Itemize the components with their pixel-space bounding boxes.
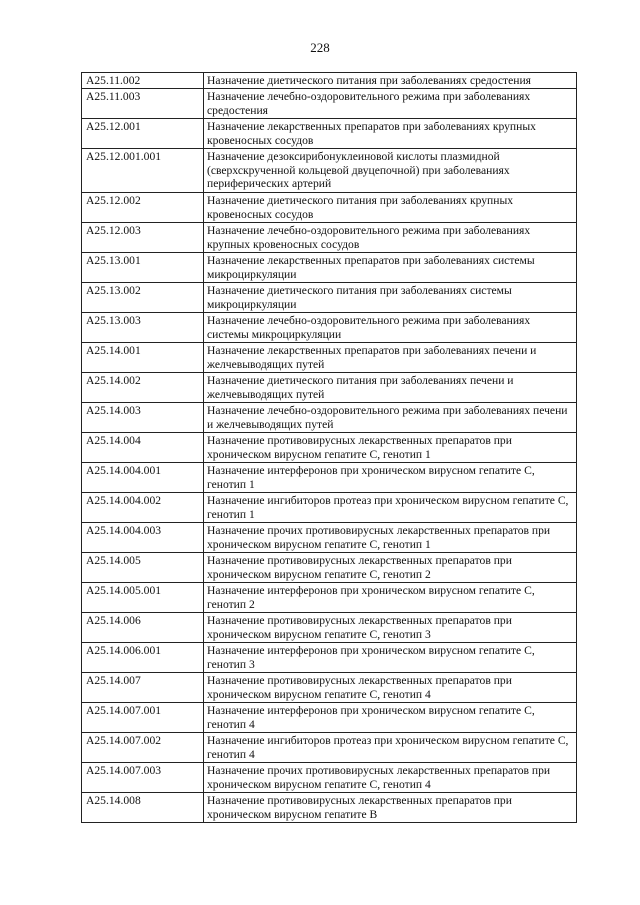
table-row — [82, 313, 577, 343]
table-row — [82, 643, 577, 673]
table-row — [82, 373, 577, 403]
service-code: A25.14.007.002 — [82, 733, 204, 763]
table-row — [82, 733, 577, 763]
table-row — [82, 613, 577, 643]
service-description: Назначение интерферонов при хроническом вирусном гепатите С, генотип 2 — [204, 583, 577, 613]
table-row — [82, 89, 577, 119]
service-code: A25.12.002 — [82, 193, 204, 223]
table-row — [82, 763, 577, 793]
service-description: Назначение прочих противовирусных лекарственных препаратов при хроническом вирусном гепатите С, генотип 4 — [204, 763, 577, 793]
service-code: A25.14.004.002 — [82, 493, 204, 523]
service-code: A25.14.003 — [82, 403, 204, 433]
service-description: Назначение интерферонов при хроническом вирусном гепатите С, генотип 1 — [204, 463, 577, 493]
service-code: A25.14.006.001 — [82, 643, 204, 673]
service-description: Назначение интерферонов при хроническом вирусном гепатите С, генотип 4 — [204, 703, 577, 733]
service-code: A25.14.002 — [82, 373, 204, 403]
service-code: A25.14.007 — [82, 673, 204, 703]
service-description: Назначение противовирусных лекарственных препаратов при хроническом вирусном гепатите С, генотип 1 — [204, 433, 577, 463]
service-description: Назначение диетического питания при заболеваниях системы микроциркуляции — [204, 283, 577, 313]
table-row — [82, 433, 577, 463]
page-number: 228 — [310, 40, 330, 55]
service-description: Назначение противовирусных лекарственных препаратов при хроническом вирусном гепатите В — [204, 793, 577, 823]
service-code: A25.14.004.001 — [82, 463, 204, 493]
table-row — [82, 253, 577, 283]
table-row — [82, 343, 577, 373]
service-code: A25.14.004.003 — [82, 523, 204, 553]
table-row — [82, 793, 577, 823]
service-code: A25.12.001.001 — [82, 149, 204, 193]
service-description: Назначение лекарственных препаратов при заболеваниях крупных кровеносных сосудов — [204, 119, 577, 149]
service-description: Назначение лечебно-оздоровительного режима при заболеваниях средостения — [204, 89, 577, 119]
service-description: Назначение лекарственных препаратов при заболеваниях печени и желчевыводящих путей — [204, 343, 577, 373]
service-code: A25.12.003 — [82, 223, 204, 253]
service-description: Назначение лечебно-оздоровительного режима при заболеваниях крупных кровеносных сосудов — [204, 223, 577, 253]
table-row — [82, 119, 577, 149]
service-code: A25.14.005 — [82, 553, 204, 583]
table-row — [82, 463, 577, 493]
service-description: Назначение диетического питания при заболеваниях средостения — [204, 73, 577, 89]
services-table — [81, 72, 577, 823]
table-row — [82, 523, 577, 553]
table-row — [82, 193, 577, 223]
service-description: Назначение дезоксирибонуклеиновой кислоты плазмидной (сверхскрученной кольцевой двуцепочной) при заболеваниях периферических артерий — [204, 149, 577, 193]
service-description: Назначение лечебно-оздоровительного режима при заболеваниях системы микроциркуляции — [204, 313, 577, 343]
service-description: Назначение ингибиторов протеаз при хроническом вирусном гепатите С, генотип 4 — [204, 733, 577, 763]
service-code: A25.14.001 — [82, 343, 204, 373]
service-description: Назначение противовирусных лекарственных препаратов при хроническом вирусном гепатите С, генотип 4 — [204, 673, 577, 703]
service-code: A25.14.006 — [82, 613, 204, 643]
service-code: A25.13.001 — [82, 253, 204, 283]
service-description: Назначение лекарственных препаратов при заболеваниях системы микроциркуляции — [204, 253, 577, 283]
service-code: A25.13.002 — [82, 283, 204, 313]
table-row — [82, 403, 577, 433]
table-row — [82, 493, 577, 523]
service-code: A25.14.007.003 — [82, 763, 204, 793]
service-description: Назначение диетического питания при заболеваниях крупных кровеносных сосудов — [204, 193, 577, 223]
table-row — [82, 553, 577, 583]
table-row — [82, 223, 577, 253]
table-row — [82, 283, 577, 313]
service-description: Назначение диетического питания при заболеваниях печени и желчевыводящих путей — [204, 373, 577, 403]
service-description: Назначение лечебно-оздоровительного режима при заболеваниях печени и желчевыводящих путей — [204, 403, 577, 433]
table-row — [82, 149, 577, 193]
service-code: A25.14.008 — [82, 793, 204, 823]
service-description: Назначение ингибиторов протеаз при хроническом вирусном гепатите С, генотип 1 — [204, 493, 577, 523]
service-description: Назначение противовирусных лекарственных препаратов при хроническом вирусном гепатите С, генотип 2 — [204, 553, 577, 583]
table-row — [82, 73, 577, 89]
table-row — [82, 703, 577, 733]
service-code: A25.14.007.001 — [82, 703, 204, 733]
service-description: Назначение прочих противовирусных лекарственных препаратов при хроническом вирусном гепатите С, генотип 1 — [204, 523, 577, 553]
service-code: A25.14.004 — [82, 433, 204, 463]
service-code: A25.13.003 — [82, 313, 204, 343]
service-code: A25.11.003 — [82, 89, 204, 119]
service-description: Назначение интерферонов при хроническом вирусном гепатите С, генотип 3 — [204, 643, 577, 673]
service-description: Назначение противовирусных лекарственных препаратов при хроническом вирусном гепатите С, генотип 3 — [204, 613, 577, 643]
table-row — [82, 583, 577, 613]
service-code: A25.11.002 — [82, 73, 204, 89]
service-code: A25.14.005.001 — [82, 583, 204, 613]
service-code: A25.12.001 — [82, 119, 204, 149]
table-row — [82, 673, 577, 703]
